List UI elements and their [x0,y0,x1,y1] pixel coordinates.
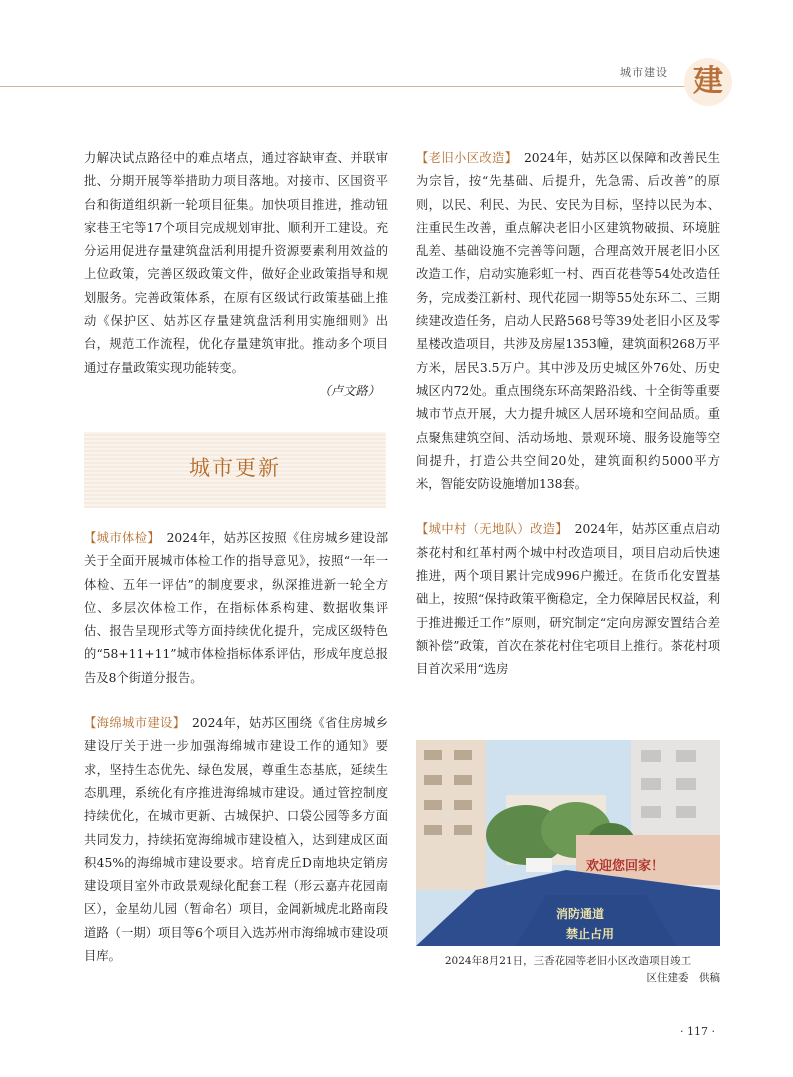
left-column [84,147,388,403]
section-tag: 城市建设 [620,66,668,79]
road-marking-top: 消防通道 [556,907,605,921]
paragraph-tag: 【城中村（无地队）改造】 [416,522,562,537]
paragraph-text: 2024年，姑苏区以保障和改善民生为宗旨，按“先基础、后提升，先急需、后改善”的原则，以民、利民、为民、安民为目标，坚持以民为本、注重民生改善，重点解决老旧小区建筑物破损、环境脏乱差、基础设施不完善等问题，合理高效开展老旧小区改造工作，启动实施彩虹一村、西百花巷等54处改造任务，完成娄江新村、现代花园一期等55处东环二、三期续建改造任务，启动人民路568号等39处老旧小区及零星楼改造项目，共涉及房屋1353幢，建筑面积268万平方米，居民3.5万户。其中涉及历史城区外76处、历史城区内72处。重点围绕东环高架路沿线、十全街等重要城市节点开展，大力提升城区人居环境和空间品质。重点聚焦建筑空间、活动场地、景观环境、服务设施等空间提升，打造公共空间20处，建筑面积约5000平方米，智能安防设施增加138套。 [416,151,720,492]
paragraph-tag: 【城市体检】 [84,531,154,545]
road-marking-bottom: 禁止占用 [566,927,615,941]
paragraph-tag: 【老旧小区改造】 [416,151,512,165]
author-signature: （卢文路） [318,383,380,398]
body-paragraph [416,518,720,681]
photo [416,740,720,946]
body-paragraph [84,527,388,690]
body-paragraph [416,147,720,496]
photo-credit: 区住建委 供稿 [646,972,720,984]
right-column [416,147,720,682]
wall-slogan: 欢迎您回家！ [586,859,665,874]
section-title: 城市更新 [189,456,281,480]
body-paragraph: 力解决试点路径中的难点堵点，通过容缺审查、并联审批、分期开展等举措助力项目落地。对接市、区国资平台和街道组织新一轮项目征集。加快项目推进，推动钮家巷王宅等17个项目完成规划审批、顺利开工建设。充分运用促进存量建筑盘活利用提升资源要素利用效益的上位政策，完善区级政策文件，做好企业政策指导和规划服务。完善政策体系，在原有区级试行政策基础上推动《保护区、姑苏区存量建筑盘活利用实施细则》出台，规范工作流程，优化存量建筑审批。推动多个项目通过存量政策实现功能转变。 [84,151,388,375]
left-column-lower [84,527,388,968]
body-paragraph [84,712,388,968]
photo-caption: 2024年8月21日，三香花园等老旧小区改造项目竣工 [444,955,692,967]
section-title-box [84,432,386,508]
paragraph-text: 2024年，姑苏区围绕《省住房城乡建设厅关于进一步加强海绵城市建设工作的通知》要求，坚持生态优先、绿色发展，尊重生态基底，延续生态肌理，系统化有序推进海绵城市建设。通过管控制度持续优化，在城市更新、古城保护、口袋公园等多方面共同发力，持续拓宽海绵城市建设植入，达到建成区面积45%的海绵城市建设要求。培育虎丘D南地块定销房建设项目室外市政景观绿化配套工程（形云嘉卉花园南区），金星幼儿园（暂命名）项目，金阊新城虎北路南段道路（一期）项目等6个项目入选苏州市海绵城市建设项目库。 [84,716,388,964]
header-rule [0,86,690,87]
section-logo-icon: 建 [684,58,732,106]
paragraph-tag: 【海绵城市建设】 [84,716,180,731]
paragraph-text: 2024年，姑苏区重点启动茶花村和红革村两个城中村改造项目，项目启动后快速推进，两个项目累计完成996户搬迁。在货币化安置基础上，按照“保持政策平衡稳定，全力保障居民权益，利于推进搬迁工作”原则，研究制定“定向房源安置结合差额补偿”政策，首次在茶花村住宅项目上推行。茶花村项目首次采用“选房 [416,522,721,677]
paragraph-text: 2024年，姑苏区按照《住房城乡建设部关于全面开展城市体检工作的指导意见》，按照“一年一体检、五年一评估”的制度要求，纵深推进新一轮全方位、多层次体检工作，在指标体系构建、数据收集评估、报告呈现形式等方面持续优化提升，完成区级特色的“58+11+11”城市体检指标体系评估，形成年度总报告及8个街道分报告。 [84,531,388,685]
page-number: · 117 · [680,1025,715,1038]
